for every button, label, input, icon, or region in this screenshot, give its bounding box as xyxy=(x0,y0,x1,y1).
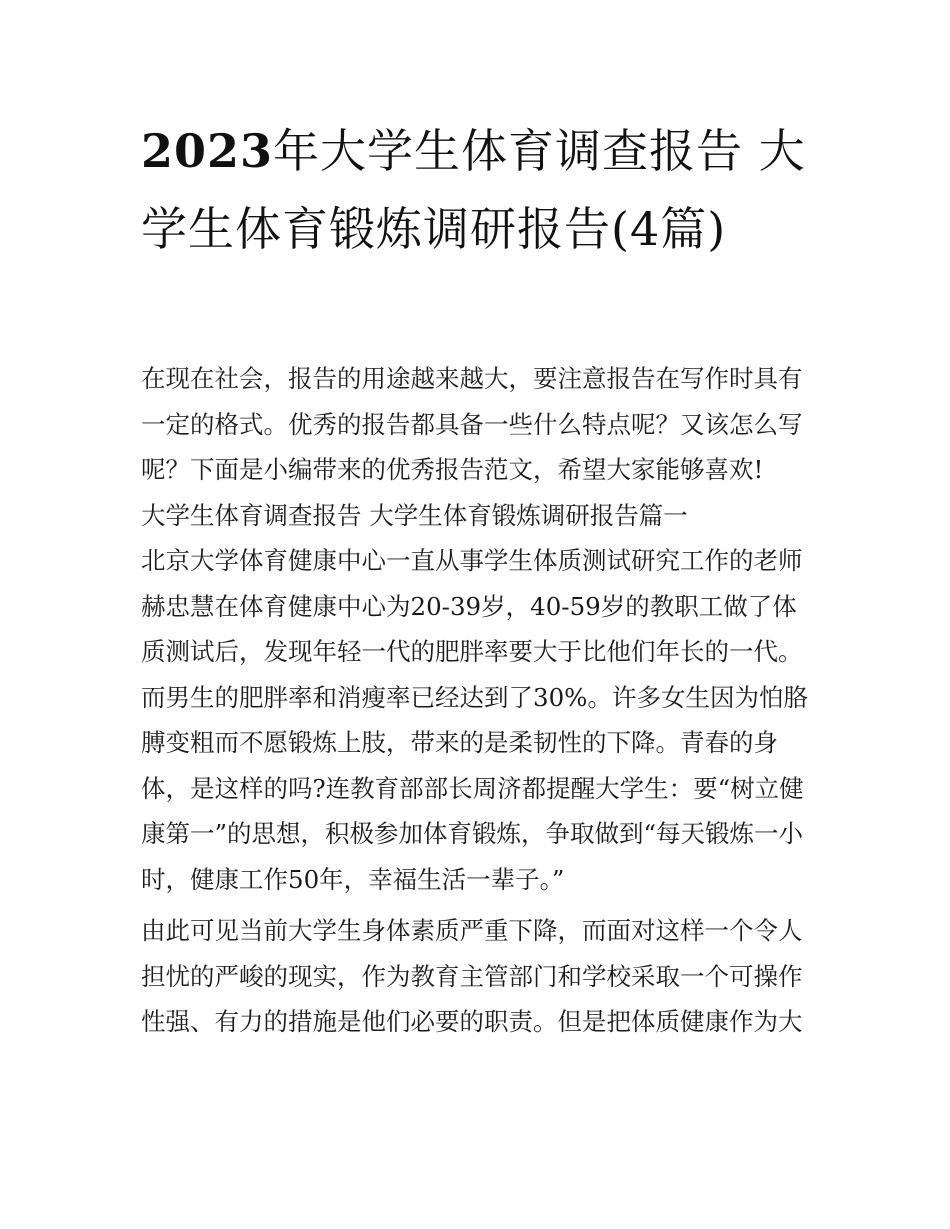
intro-paragraph: 在现在社会，报告的用途越来越大，要注意报告在写作时具有一定的格式。优秀的报告都具备一些什么特点呢？又该怎么写呢？下面是小编带来的优秀报告范文，希望大家能够喜欢! xyxy=(141,364,803,484)
title-text: 年大学生体育调查报告 大学生体育锻炼调研报告(4篇) xyxy=(141,124,806,256)
body-paragraph-1: 北京大学体育健康中心一直从事学生体质测试研究工作的老师赫忠慧在体育健康中心为20-39岁，40-59岁的教职工做了体质测试后，发现年轻一代的肥胖率要大于比他们年长的一代。而男生的肥胖率和消瘦率已经达到了30%。许多女生因为怕胳膊变粗而不愿锻炼上肢，带来的是柔韧性的下降。青春的身体，是这样的吗?连教育部部长周济都提醒大学生：要“树立健康第一”的思想，积极参加体育锻炼，争取做到“每天锻炼一小时，健康工作50年，幸福生活一辈子。” xyxy=(141,546,808,894)
document-title xyxy=(141,112,821,268)
document-body xyxy=(141,356,813,1045)
section-heading: 大学生体育调查报告 大学生体育锻炼调研报告篇一 xyxy=(141,500,688,530)
body-paragraph-2: 由此可见当前大学生身体素质严重下降，而面对这样一个令人担忧的严峻的现实，作为教育主管部门和学校采取一个可操作性强、有力的措施是他们必要的职责。但是把体质健康作为大 xyxy=(141,916,803,1036)
title-year: 2023 xyxy=(141,124,274,178)
